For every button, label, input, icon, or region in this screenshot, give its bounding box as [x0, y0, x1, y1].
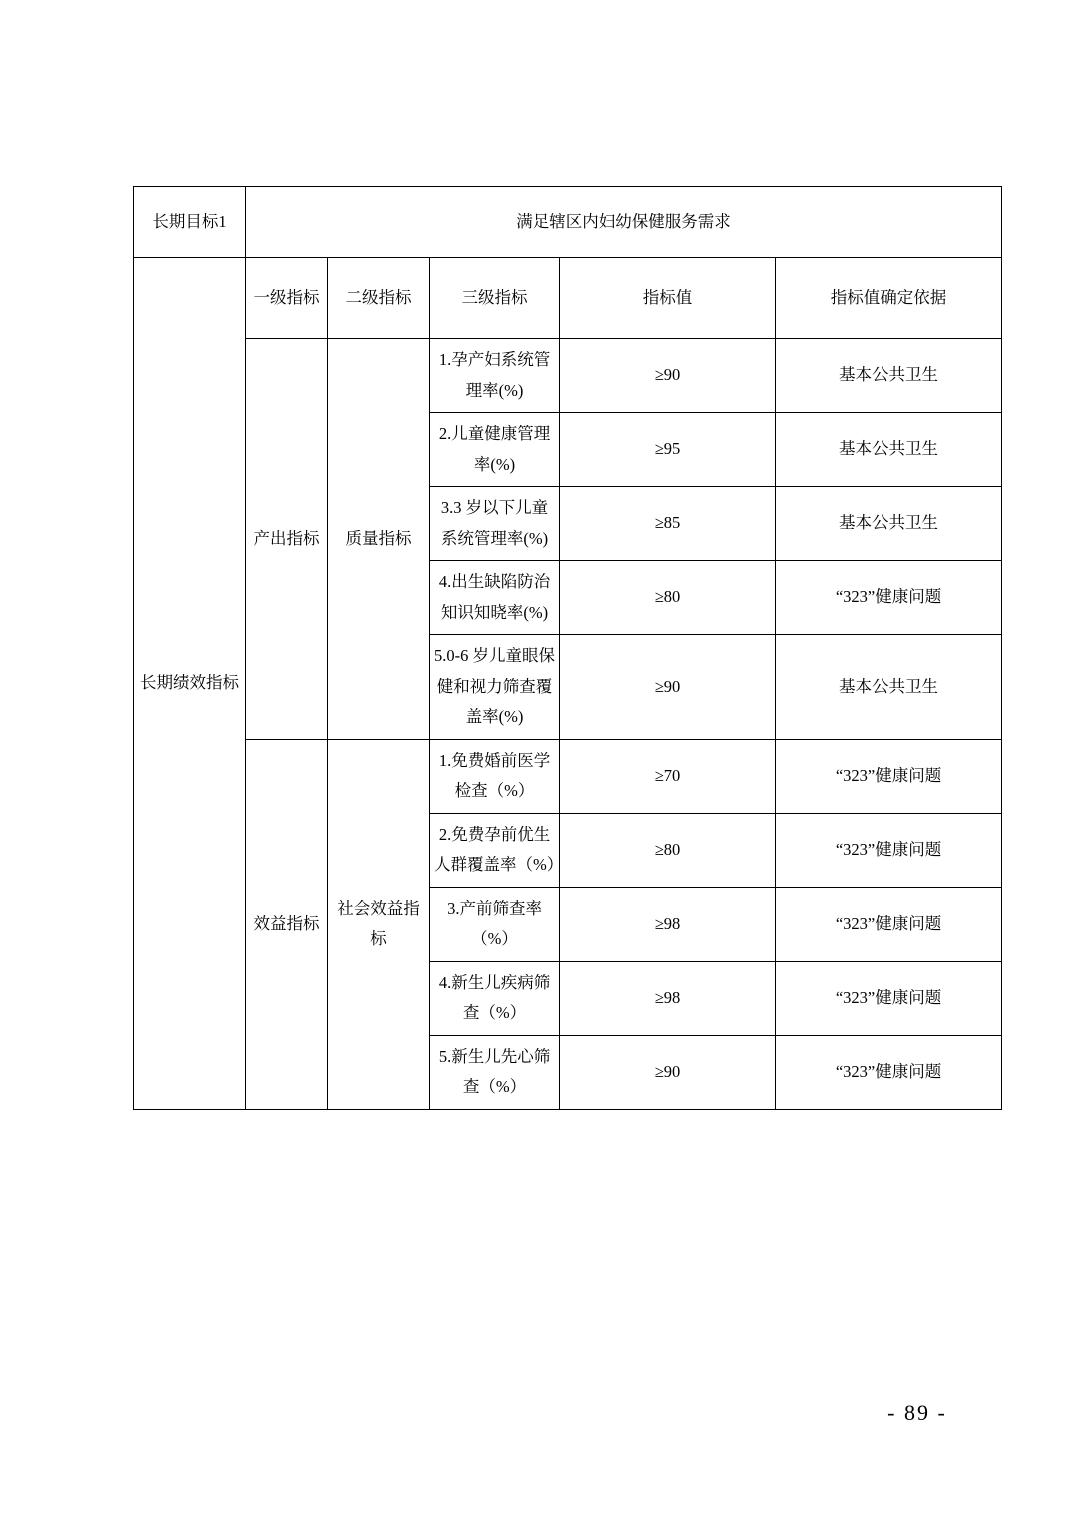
indicator-name: 3.3 岁以下儿童系统管理率(%)	[430, 487, 560, 561]
page-number: - 89 -	[887, 1400, 947, 1425]
indicator-value: ≥85	[560, 487, 776, 561]
header-level1: 一级指标	[246, 258, 328, 339]
indicator-name: 1.孕产妇系统管理率(%)	[430, 339, 560, 413]
indicator-basis: “323”健康问题	[776, 1035, 1002, 1109]
indicator-name: 2.儿童健康管理率(%)	[430, 413, 560, 487]
indicator-basis: “323”健康问题	[776, 961, 1002, 1035]
indicator-basis: “323”健康问题	[776, 561, 1002, 635]
indicator-value: ≥90	[560, 1035, 776, 1109]
indicator-name: 1.免费婚前医学检查（%）	[430, 739, 560, 813]
indicator-basis: 基本公共卫生	[776, 487, 1002, 561]
table-row	[134, 339, 1002, 413]
header-basis: 指标值确定依据	[776, 258, 1002, 339]
group-level1-output: 产出指标	[246, 339, 328, 740]
indicator-value: ≥95	[560, 413, 776, 487]
indicator-basis: 基本公共卫生	[776, 635, 1002, 740]
indicator-value: ≥90	[560, 635, 776, 740]
indicator-value: ≥80	[560, 813, 776, 887]
header-value: 指标值	[560, 258, 776, 339]
indicator-name: 4.出生缺陷防治知识知晓率(%)	[430, 561, 560, 635]
performance-indicator-table	[133, 186, 1002, 1110]
indicator-value: ≥98	[560, 961, 776, 1035]
group-level1-benefit: 效益指标	[246, 739, 328, 1109]
indicator-value: ≥98	[560, 887, 776, 961]
header-level3: 三级指标	[430, 258, 560, 339]
indicator-basis: 基本公共卫生	[776, 339, 1002, 413]
group-level2-social-benefit: 社会效益指标	[328, 739, 430, 1109]
indicator-basis: “323”健康问题	[776, 739, 1002, 813]
header-level2: 二级指标	[328, 258, 430, 339]
page-number-footer	[0, 1400, 1074, 1426]
indicator-name: 4.新生儿疾病筛查（%）	[430, 961, 560, 1035]
header-goal-column: 长期绩效指标	[134, 258, 246, 1110]
table-row-header	[134, 258, 1002, 339]
indicator-value: ≥70	[560, 739, 776, 813]
indicator-name: 5.新生儿先心筛查（%）	[430, 1035, 560, 1109]
table-row	[134, 739, 1002, 813]
table-row-goal	[134, 187, 1002, 258]
group-level2-quality: 质量指标	[328, 339, 430, 740]
indicator-name: 2.免费孕前优生人群覆盖率（%）	[430, 813, 560, 887]
indicator-basis: “323”健康问题	[776, 887, 1002, 961]
indicator-value: ≥80	[560, 561, 776, 635]
indicator-basis: 基本公共卫生	[776, 413, 1002, 487]
indicator-name: 3.产前筛查率（%）	[430, 887, 560, 961]
indicator-basis: “323”健康问题	[776, 813, 1002, 887]
goal-title: 满足辖区内妇幼保健服务需求	[246, 187, 1002, 258]
indicator-name: 5.0-6 岁儿童眼保健和视力筛查覆盖率(%)	[430, 635, 560, 740]
goal-label: 长期目标1	[134, 187, 246, 258]
indicator-value: ≥90	[560, 339, 776, 413]
